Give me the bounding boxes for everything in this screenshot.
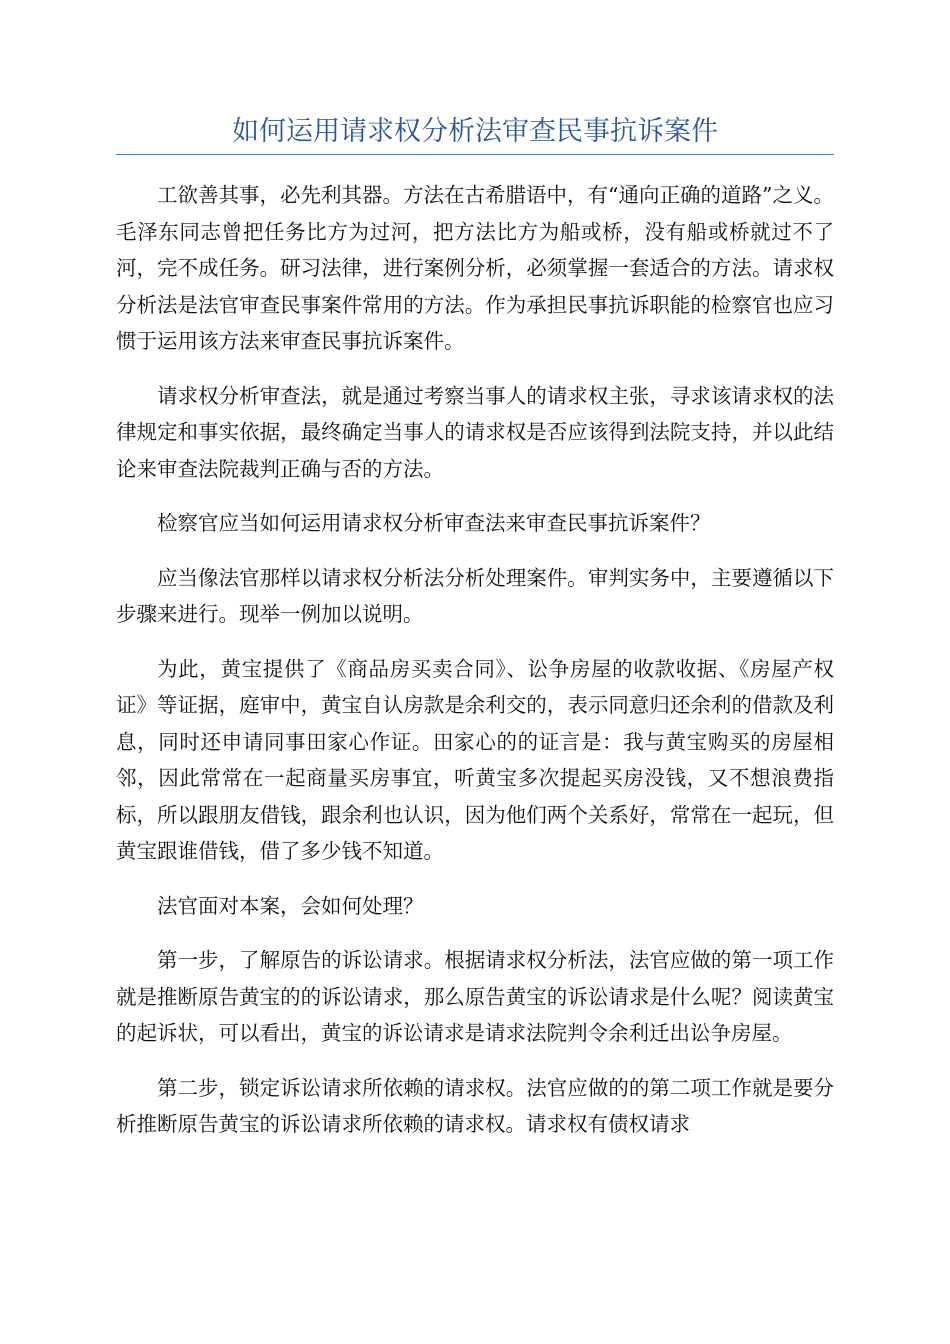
paragraph-7: 第一步，了解原告的诉讼请求。根据请求权分析法，法官应做的第一项工作就是推断原告黄宝的的诉讼请求，那么原告黄宝的诉讼请求是什么呢？阅读黄宝的起诉状，可以看出，黄宝的诉讼请求是请求法院判令余利迁出讼争房屋。 (116, 948, 834, 1045)
paragraph-2: 请求权分析审查法，就是通过考察当事人的请求权主张，寻求该请求权的法律规定和事实依据，最终确定当事人的请求权是否应该得到法院支持，并以此结论来审查法院裁判正确与否的方法。 (116, 383, 834, 481)
paragraph-1: 工欲善其事，必先利其器。方法在古希腊语中，有“通向正确的道路”之义。毛泽东同志曾把任务比方为过河，把方法比方为船或桥，没有船或桥就过不了河，完不成任务。研习法律，进行案例分析，必须掌握一套适合的方法。请求权分析法是法官审查民事案件常用的方法。作为承担民事抗诉职能的检察官也应习惯于运用该方法来审查民事抗诉案件。 (116, 183, 834, 353)
paragraph-8: 第二步，锁定诉讼请求所依赖的请求权。法官应做的的第二项工作就是要分析推断原告黄宝的诉讼请求所依赖的请求权。请求权有债权请求 (116, 1075, 834, 1136)
paragraph-4: 应当像法官那样以请求权分析法分析处理案件。审判实务中，主要遵循以下步骤来进行。现举一例加以说明。 (116, 565, 834, 626)
document-title: 如何运用请求权分析法审查民事抗诉案件 (232, 116, 718, 147)
document-body (116, 177, 834, 1161)
title-underline (116, 154, 834, 155)
paragraph-5: 为此，黄宝提供了《商品房买卖合同》、讼争房屋的收款收据、《房屋产权证》等证据，庭审中，黄宝自认房款是余利交的，表示同意归还余利的借款及利息，同时还申请同事田家心作证。田家心的的证言是：我与黄宝购买的房屋相邻，因此常常在一起商量买房事宜，听黄宝多次提起买房没钱，又不想浪费指标，所以跟朋友借钱，跟余利也认识，因为他们两个关系好，常常在一起玩，但黄宝跟谁借钱，借了多少钱不知道。 (116, 656, 834, 863)
paragraph-3: 检察官应当如何运用请求权分析审查法来审查民事抗诉案件？ (157, 511, 711, 535)
paragraph-6: 法官面对本案，会如何处理？ (157, 893, 424, 918)
